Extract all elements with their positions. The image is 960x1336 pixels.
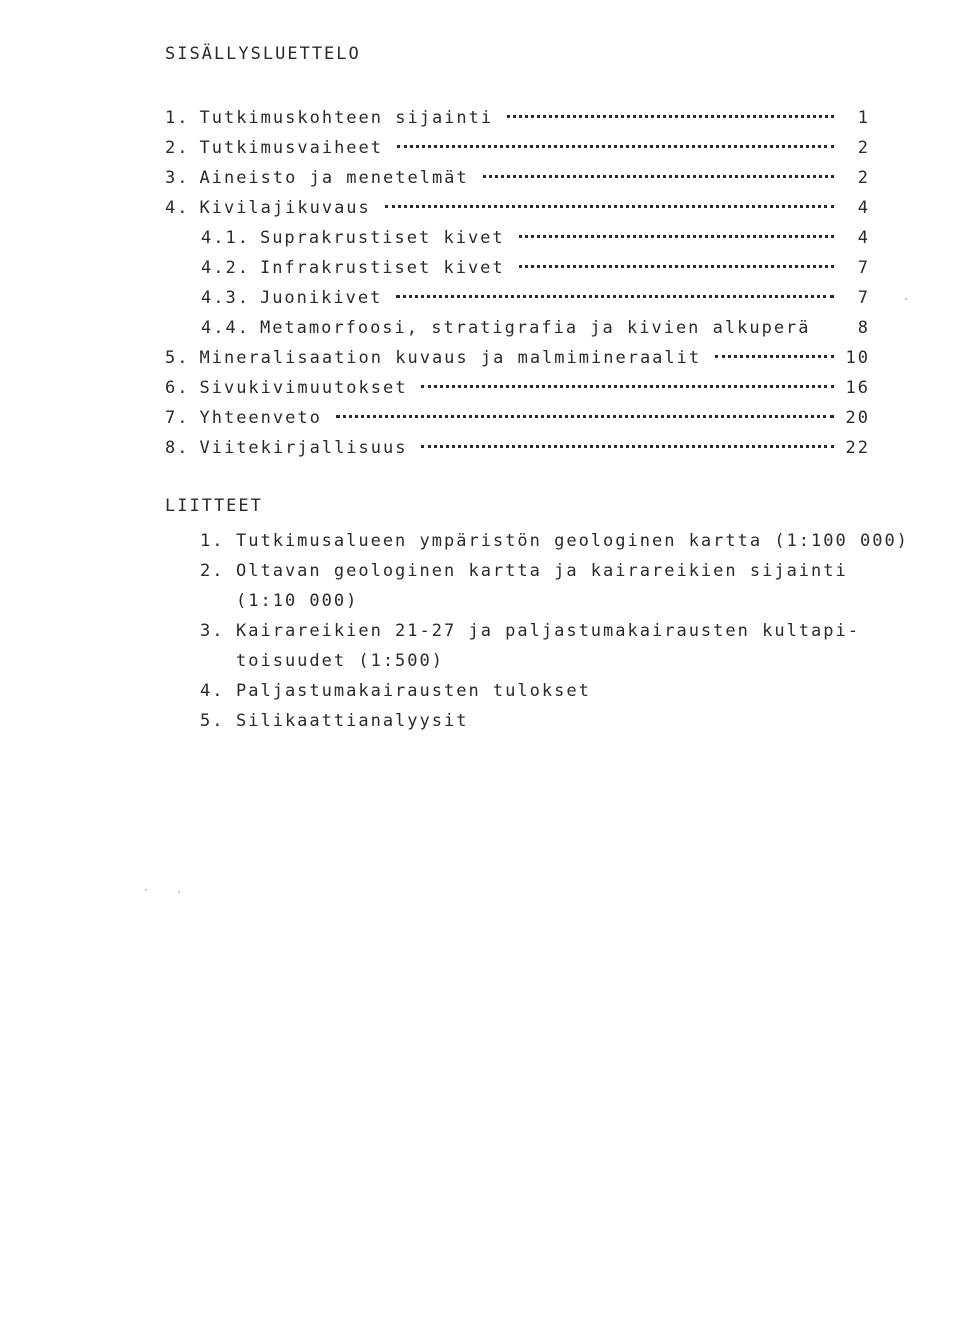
toc-leader-dots bbox=[421, 385, 834, 388]
toc-leader-dots bbox=[336, 415, 834, 418]
toc-page-number: 16 bbox=[845, 378, 870, 398]
appendix-text bbox=[236, 616, 940, 676]
appendix-list bbox=[200, 526, 940, 736]
appendix-line: (1:10 000) bbox=[236, 591, 359, 611]
toc-number: 1. bbox=[165, 108, 190, 128]
toc-title: Yhteenveto bbox=[199, 408, 322, 428]
toc-leader-dots bbox=[397, 145, 834, 148]
toc-row bbox=[165, 403, 870, 433]
toc-number: 7. bbox=[165, 408, 190, 428]
appendix-line: Tutkimusalueen ympäristön geologinen kartta (1:100 000) bbox=[236, 531, 909, 551]
toc-row bbox=[165, 433, 870, 463]
toc-page-number: 4 bbox=[857, 228, 870, 248]
toc-title: Juonikivet bbox=[259, 288, 383, 308]
toc-title: Infrakrustiset kivet bbox=[259, 258, 505, 278]
toc-page-number: 8 bbox=[857, 318, 870, 338]
appendix-number: 5. bbox=[200, 711, 225, 731]
toc-title: Tutkimusvaiheet bbox=[199, 138, 384, 158]
appendix-title: LIITTEET bbox=[165, 496, 263, 516]
toc-leader-dots bbox=[396, 295, 834, 298]
appendix-item bbox=[200, 526, 940, 556]
toc-row bbox=[165, 103, 870, 133]
toc-title: Aineisto ja menetelmät bbox=[199, 168, 469, 188]
toc-number: 6. bbox=[165, 378, 190, 398]
appendix-text bbox=[236, 706, 940, 736]
toc-row bbox=[165, 133, 870, 163]
toc-title: Kivilajikuvaus bbox=[199, 198, 371, 218]
toc-title: Viitekirjallisuus bbox=[199, 438, 408, 458]
appendix-number: 3. bbox=[200, 621, 225, 641]
toc-row bbox=[165, 313, 870, 343]
appendix-item bbox=[200, 616, 940, 676]
toc-page-number: 10 bbox=[845, 348, 870, 368]
appendix-line: Kairareikien 21-27 ja paljastumakairausten kultapi- bbox=[236, 621, 860, 641]
toc-page-number: 4 bbox=[857, 198, 870, 218]
toc-number: 4.4. bbox=[201, 318, 250, 338]
toc-page-number: 22 bbox=[845, 438, 870, 458]
toc-title: Suprakrustiset kivet bbox=[259, 228, 505, 248]
toc-leader-dots bbox=[507, 115, 834, 118]
toc-number: 4.1. bbox=[201, 228, 250, 248]
appendix-line: Oltavan geologinen kartta ja kairareikien sijainti bbox=[236, 561, 848, 581]
toc-leader-dots bbox=[483, 175, 834, 178]
table-of-contents bbox=[165, 103, 870, 463]
toc-number: 3. bbox=[165, 168, 190, 188]
appendix-number: 2. bbox=[200, 561, 225, 581]
toc-page-number: 2 bbox=[857, 138, 870, 158]
appendix-number: 4. bbox=[200, 681, 225, 701]
toc-title: Metamorfoosi, stratigrafia ja kivien alkuperä bbox=[259, 318, 811, 338]
appendix-item bbox=[200, 706, 940, 736]
appendix-item bbox=[200, 556, 940, 616]
toc-page-number: 7 bbox=[857, 258, 870, 278]
appendix-line: toisuudet (1:500) bbox=[236, 651, 444, 671]
toc-row bbox=[165, 283, 870, 313]
toc-title: Sivukivimuutokset bbox=[199, 378, 408, 398]
toc-page-number: 7 bbox=[857, 288, 870, 308]
toc-page-number: 1 bbox=[857, 108, 870, 128]
appendix-line: Paljastumakairausten tulokset bbox=[236, 681, 591, 701]
toc-leader-dots bbox=[519, 235, 834, 238]
appendix-text bbox=[236, 526, 940, 556]
toc-page-number: 20 bbox=[845, 408, 870, 428]
toc-leader-dots bbox=[519, 265, 834, 268]
page-title: SISÄLLYSLUETTELO bbox=[165, 44, 361, 64]
toc-number: 5. bbox=[165, 348, 190, 368]
toc-leader-dots bbox=[421, 445, 834, 448]
scan-speck bbox=[145, 889, 147, 891]
toc-title: Tutkimuskohteen sijainti bbox=[199, 108, 494, 128]
toc-number: 4. bbox=[165, 198, 190, 218]
toc-row bbox=[165, 193, 870, 223]
scan-speck bbox=[178, 891, 180, 893]
appendix-text bbox=[236, 556, 940, 616]
toc-row bbox=[165, 253, 870, 283]
appendix-line: Silikaattianalyysit bbox=[236, 711, 469, 731]
toc-leader-dots bbox=[715, 355, 834, 358]
toc-leader-dots bbox=[385, 205, 834, 208]
toc-number: 4.2. bbox=[201, 258, 250, 278]
toc-number: 4.3. bbox=[201, 288, 250, 308]
scan-speck bbox=[905, 298, 907, 300]
toc-number: 2. bbox=[165, 138, 190, 158]
toc-page-number: 2 bbox=[857, 168, 870, 188]
toc-number: 8. bbox=[165, 438, 190, 458]
appendix-item bbox=[200, 676, 940, 706]
toc-title: Mineralisaation kuvaus ja malmimineraalit bbox=[199, 348, 702, 368]
toc-row bbox=[165, 163, 870, 193]
toc-row bbox=[165, 373, 870, 403]
toc-row bbox=[165, 343, 870, 373]
appendix-text bbox=[236, 676, 940, 706]
appendix-number: 1. bbox=[200, 531, 225, 551]
toc-row bbox=[165, 223, 870, 253]
